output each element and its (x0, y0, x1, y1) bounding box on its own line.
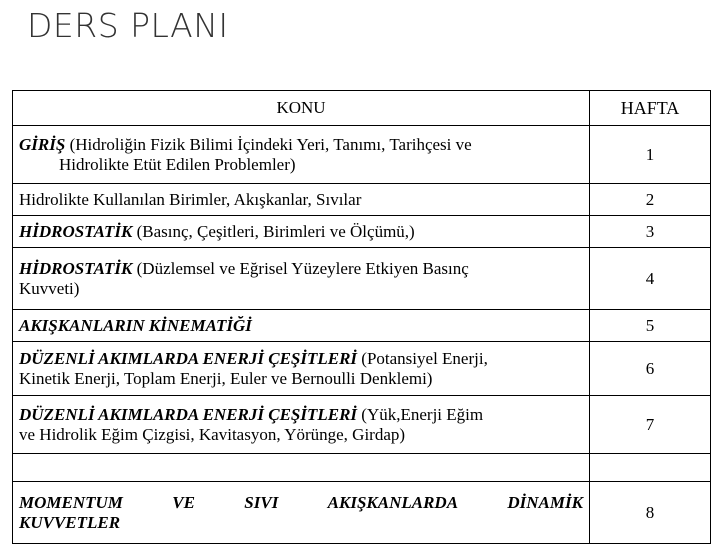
topic-cell (13, 342, 590, 396)
topic-heading: DÜZENLİ AKIMLARDA ENERJİ ÇEŞİTLERİ (19, 404, 358, 424)
topic-word: MOMENTUM (19, 492, 123, 512)
topic-heading: HİDROSTATİK (19, 221, 133, 241)
header-week: HAFTA (590, 91, 711, 126)
week-cell: 7 (590, 396, 711, 454)
topic-line (19, 259, 583, 279)
topic-line-2: Kuvveti) (19, 278, 80, 298)
topic-line (19, 405, 583, 425)
header-topic: KONU (13, 91, 590, 126)
topic-cell (13, 216, 590, 248)
topic-cell (13, 482, 590, 544)
week-cell: 2 (590, 184, 711, 216)
week-cell: 6 (590, 342, 711, 396)
table-row (13, 310, 711, 342)
topic-detail: (Basınç, Çeşitleri, Birimleri ve Ölçümü,) (132, 221, 415, 241)
table-row (13, 216, 711, 248)
topic-heading: GİRİŞ (19, 134, 66, 154)
week-cell: 1 (590, 126, 711, 184)
topic-line-2: KUVVETLER (19, 512, 121, 532)
table-row (13, 248, 711, 310)
table-row (13, 184, 711, 216)
topic-word: SIVI (244, 492, 279, 512)
week-cell: 4 (590, 248, 711, 310)
table-row-empty (13, 454, 711, 482)
table-row (13, 342, 711, 396)
topic-cell (13, 248, 590, 310)
page-title: DERS PLANI (27, 6, 229, 45)
topic-line (19, 135, 583, 155)
topic-heading: AKIŞKANLARIN KİNEMATİĞİ (19, 315, 252, 335)
topic-detail: (Düzlemsel ve Eğrisel Yüzeylere Etkiyen Basınç (132, 258, 469, 278)
table-row (13, 482, 711, 544)
course-plan-table (12, 90, 711, 544)
topic-word: AKIŞKANLARDA (327, 492, 459, 512)
table-header-row (13, 91, 711, 126)
topic-line (19, 349, 583, 369)
topic-detail: (Potansiyel Enerji, (357, 348, 488, 368)
topic-word: DİNAMİK (507, 492, 583, 512)
week-cell: 3 (590, 216, 711, 248)
week-cell: 8 (590, 482, 711, 544)
topic-heading: DÜZENLİ AKIMLARDA ENERJİ ÇEŞİTLERİ (19, 348, 358, 368)
topic-detail: (Hidroliğin Fizik Bilimi İçindeki Yeri, Tanımı, Tarihçesi ve (65, 134, 472, 154)
topic-heading: HİDROSTATİK (19, 258, 133, 278)
topic-cell-empty (13, 454, 590, 482)
topic-line-2: ve Hidrolik Eğim Çizgisi, Kavitasyon, Yörünge, Girdap) (19, 424, 406, 444)
table-row (13, 396, 711, 454)
topic-cell (13, 310, 590, 342)
topic-cell: Hidrolikte Kullanılan Birimler, Akışkanlar, Sıvılar (13, 184, 590, 216)
topic-cell (13, 396, 590, 454)
week-cell: 5 (590, 310, 711, 342)
topic-line-2: Hidrolikte Etüt Edilen Problemler) (59, 154, 296, 174)
topic-cell (13, 126, 590, 184)
topic-line (19, 493, 583, 513)
table-row (13, 126, 711, 184)
topic-word: VE (172, 492, 195, 512)
week-cell-empty (590, 454, 711, 482)
topic-detail: (Yük,Enerji Eğim (357, 404, 484, 424)
topic-line-2: Kinetik Enerji, Toplam Enerji, Euler ve Bernoulli Denklemi) (19, 368, 433, 388)
